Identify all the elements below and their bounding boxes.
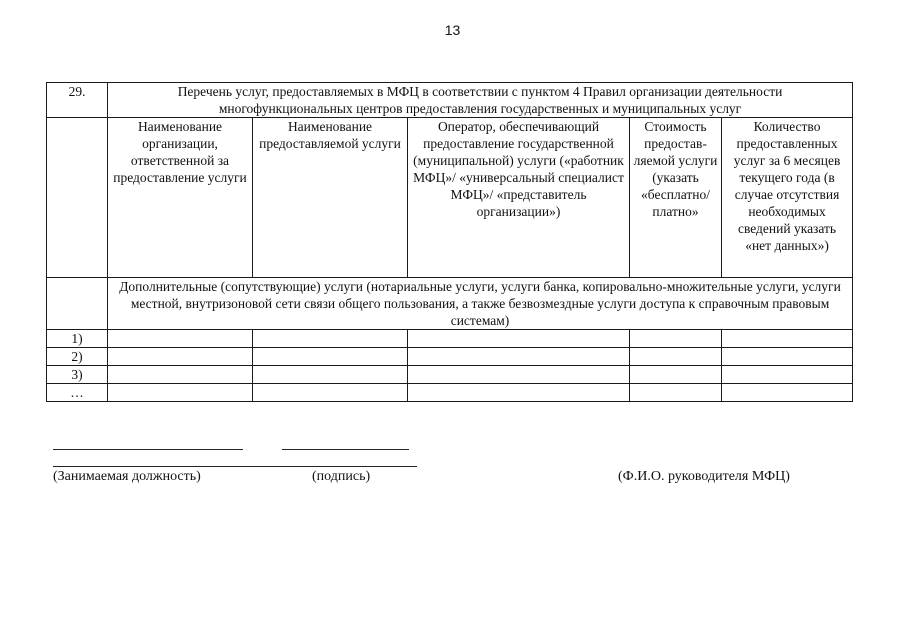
column-header-service-name: Наименование предоставляемой услуги [253,118,408,278]
table-cell[interactable] [630,330,722,348]
table-cell[interactable] [253,384,408,402]
services-table [46,82,853,402]
underline [53,466,417,467]
column-header-organization: Наименование организации, ответственной за предоставление услуги [108,118,253,278]
row-label: 3) [47,366,108,384]
position-label: (Занимаемая должность) [53,469,201,484]
header-empty-cell [47,118,108,278]
row-label: … [47,384,108,402]
table-cell[interactable] [630,348,722,366]
row-label: 2) [47,348,108,366]
table-cell[interactable] [408,330,630,348]
table-cell[interactable] [408,366,630,384]
table-cell[interactable] [108,384,253,402]
signature-label: (подпись) [312,469,371,484]
additional-empty-cell [47,278,108,330]
table-cell[interactable] [408,384,630,402]
page-number: 13 [444,22,461,38]
table-cell[interactable] [108,366,253,384]
table-cell[interactable] [722,330,853,348]
table-row [47,330,853,348]
table-cell[interactable] [722,366,853,384]
table-cell[interactable] [630,366,722,384]
column-header-operator: Оператор, обеспечивающий предоставление государственной (муниципальной) услуги («работник МФЦ»/ «универсальный специалист МФЦ»/ «представитель организации») [408,118,630,278]
additional-services-row [47,278,853,330]
table-cell[interactable] [630,384,722,402]
table-cell[interactable] [108,330,253,348]
table-cell[interactable] [253,366,408,384]
table-cell[interactable] [253,330,408,348]
title-row [47,83,853,118]
additional-services-text: Дополнительные (сопутствующие) услуги (нотариальные услуги, услуги банка, копировально-множительные услуги, услуги местной, внутризоновой сети связи общего пользования, а также безвозмездные услуги доступа к справочным правовым системам) [108,278,853,330]
header-row [47,118,853,278]
table-cell[interactable] [408,348,630,366]
section-title: Перечень услуг, предоставляемых в МФЦ в соответствии с пунктом 4 Правил организации деятельности многофункциональных центров предоставления государственных и муниципальных услуг [108,83,853,118]
manager-name-label: (Ф.И.О. руководителя МФЦ) [618,469,790,484]
table-row [47,366,853,384]
table-cell[interactable] [722,384,853,402]
position-signature-line[interactable] [53,449,243,450]
signature-line[interactable] [282,449,409,450]
row-label: 1) [47,330,108,348]
table-cell[interactable] [108,348,253,366]
column-header-quantity: Количество предоставленных услуг за 6 месяцев текущего года (в случае отсутствия необходимых сведений указать «нет данных») [722,118,853,278]
table-row [47,348,853,366]
table-cell[interactable] [722,348,853,366]
column-header-cost: Стоимость предостав-ляемой услуги (указать «бесплатно/ платно» [630,118,722,278]
row-number: 29. [47,83,108,118]
table-row [47,384,853,402]
table-cell[interactable] [253,348,408,366]
